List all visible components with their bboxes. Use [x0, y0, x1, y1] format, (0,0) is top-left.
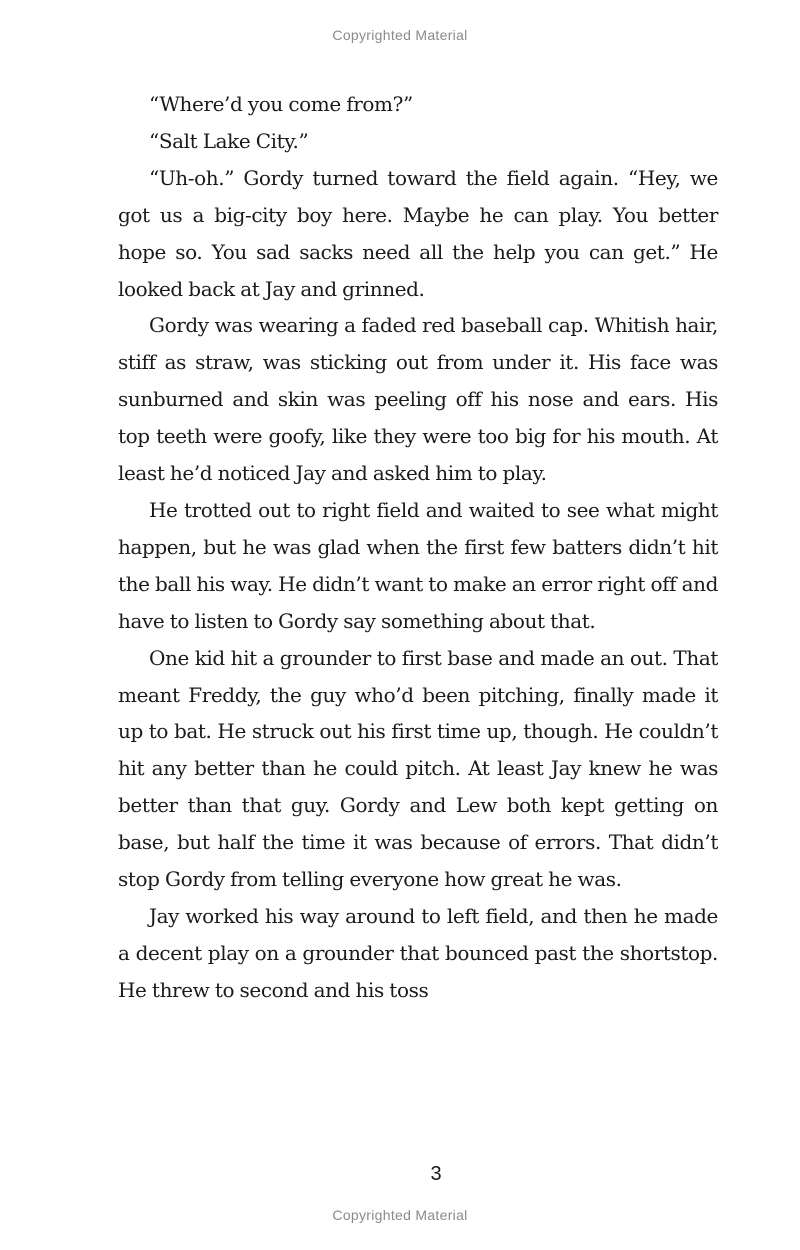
paragraph: “Where’d you come from?” [149, 92, 413, 116]
copyright-watermark-top: Copyrighted Material [332, 27, 468, 43]
copyright-watermark-bottom: Copyrighted Material [332, 1207, 468, 1223]
paragraph: One kid hit a grounder to first base and made an out. That meant Freddy, the guy who’d been pitching, finally made it up to bat. He struck out his first time up, though. He couldn’t hit any better than he could pitch. At least Jay knew he was better than that guy. Gordy and Lew both kept getting on base, but half the time it was because of errors. That didn’t stop Gordy from telling everyone how great he was. [118, 645, 718, 892]
paragraph: Gordy was wearing a faded red baseball cap. Whitish hair, stiff as straw, was sticking out from under it. His face was sunburned and skin was peeling off his nose and ears. His top teeth were goofy, like they were too big for his mouth. At least he’d noticed Jay and asked him to play. [118, 313, 718, 486]
paragraph: He trotted out to right field and waited to see what might happen, but he was glad when the first few batters didn’t hit the ball his way. He didn’t want to make an error right off and have to listen to Gordy say something about that. [118, 497, 718, 633]
page-number: 3 [430, 1163, 442, 1185]
page-body-text [118, 86, 718, 1009]
paragraph: “Uh-oh.” Gordy turned toward the field again. “Hey, we got us a big-city boy here. Maybe he can play. You better hope so. You sad sacks need all the help you can get.” He looked back at Jay and grinned. [118, 165, 718, 301]
paragraph: Jay worked his way around to left field, and then he made a decent play on a grounder that bounced past the shortstop. He threw to second and his toss [118, 903, 718, 1002]
paragraph: “Salt Lake City.” [149, 128, 309, 153]
